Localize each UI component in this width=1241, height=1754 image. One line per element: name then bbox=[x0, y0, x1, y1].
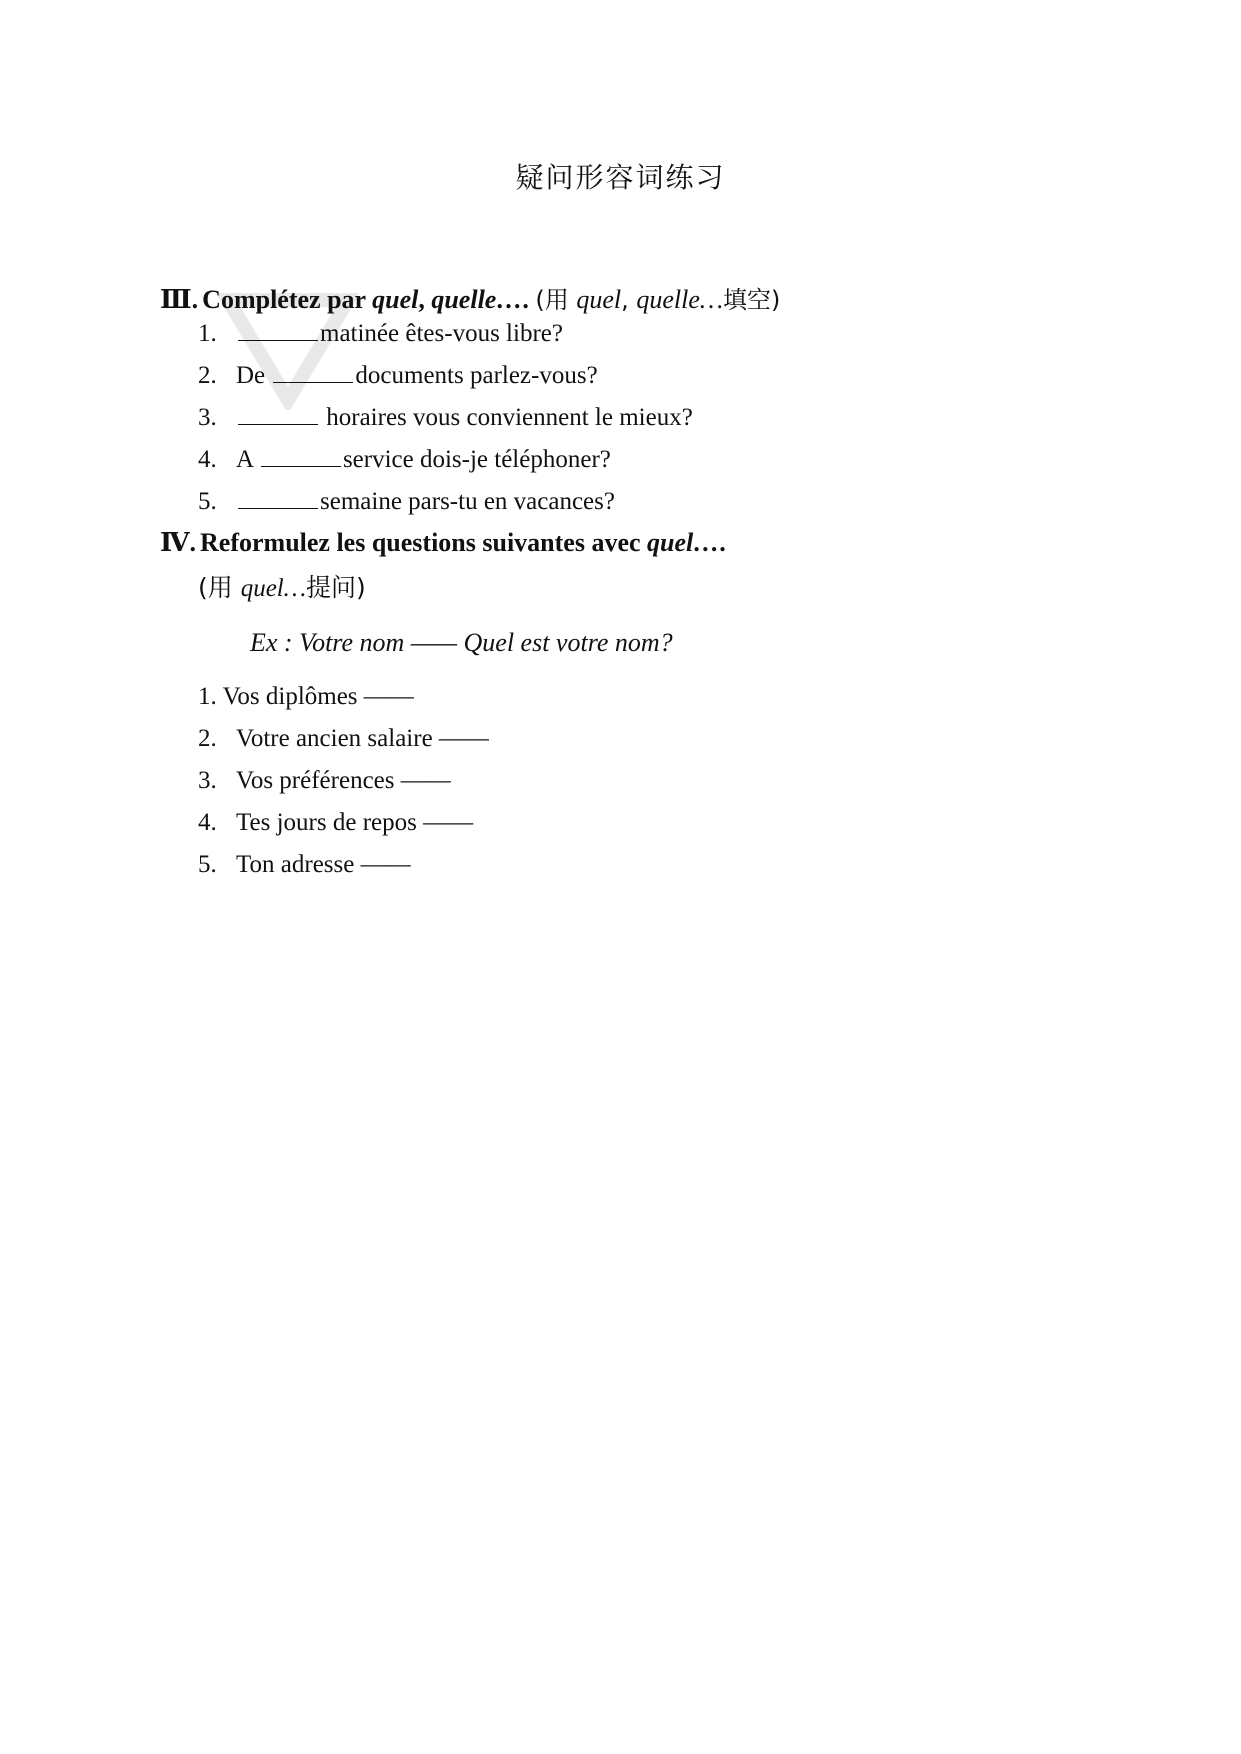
section-3-word-quelle: quelle… bbox=[431, 285, 523, 314]
item-number: 1. bbox=[198, 683, 217, 710]
fill-blank[interactable] bbox=[238, 508, 318, 509]
exercise-3-item-2 bbox=[198, 362, 598, 390]
fill-blank[interactable] bbox=[238, 424, 318, 425]
item-text: Vos préférences —— bbox=[236, 767, 451, 794]
section-3-cn-open: (用 bbox=[535, 286, 577, 314]
section-4-sub-open: (用 bbox=[198, 573, 241, 602]
item-text: documents parlez-vous? bbox=[355, 362, 598, 389]
exercise-4-item-5 bbox=[198, 851, 411, 879]
section-3-instruction: Complétez par bbox=[202, 285, 373, 314]
exercise-3-item-1 bbox=[198, 320, 563, 348]
item-number: 4. bbox=[198, 446, 217, 473]
section-4-sub-quel: quel… bbox=[240, 575, 306, 602]
section-4-subtitle bbox=[198, 568, 366, 604]
exercise-3-item-3 bbox=[198, 404, 693, 432]
item-text: semaine pars-tu en vacances? bbox=[320, 488, 615, 515]
item-number: 3. bbox=[198, 404, 217, 431]
item-number: 3. bbox=[198, 767, 217, 794]
section-3-cn-quel: quel bbox=[576, 285, 622, 314]
fill-blank[interactable] bbox=[273, 382, 353, 383]
section-3-word-quel: quel bbox=[372, 285, 419, 314]
exercise-4-item-3 bbox=[198, 767, 451, 795]
section-3-number: Ⅲ. bbox=[160, 285, 199, 314]
section-3-heading bbox=[160, 280, 780, 315]
section-3-cn-sep: , bbox=[621, 286, 637, 314]
exercise-3-item-4 bbox=[198, 446, 611, 474]
section-3-cn-close: 填空) bbox=[723, 286, 781, 314]
item-number: 4. bbox=[198, 809, 217, 836]
section-4-sub-close: 提问) bbox=[305, 573, 366, 602]
item-text: Vos diplômes —— bbox=[222, 683, 414, 710]
item-prefix: A bbox=[236, 446, 253, 473]
section-4-number: Ⅳ. bbox=[160, 528, 197, 557]
item-prefix: De bbox=[236, 362, 266, 389]
item-number: 1. bbox=[198, 320, 217, 347]
section-4-instruction: Reformulez les questions suivantes avec bbox=[200, 528, 648, 557]
item-text: matinée êtes-vous libre? bbox=[320, 320, 563, 347]
exercise-3-item-5 bbox=[198, 488, 615, 516]
exercise-4-item-1 bbox=[198, 683, 414, 711]
section-3-cn-quelle: quelle… bbox=[636, 285, 724, 314]
item-text: Tes jours de repos —— bbox=[236, 809, 474, 836]
item-text: service dois-je téléphoner? bbox=[342, 446, 611, 473]
item-number: 5. bbox=[198, 851, 217, 878]
section-3-period: . bbox=[522, 285, 536, 314]
item-number: 5. bbox=[198, 488, 217, 515]
fill-blank[interactable] bbox=[238, 340, 318, 341]
exercise-4-item-2 bbox=[198, 725, 489, 753]
section-3-separator: , bbox=[418, 285, 432, 314]
item-text: horaires vous conviennent le mieux? bbox=[320, 404, 693, 431]
exercise-4-item-4 bbox=[198, 809, 473, 837]
item-text: Ton adresse —— bbox=[236, 851, 411, 878]
section-4-word-quel: quel… bbox=[647, 528, 720, 557]
example-line: Ex : Votre nom —— Quel est votre nom? bbox=[250, 628, 673, 657]
item-number: 2. bbox=[198, 362, 217, 389]
fill-blank[interactable] bbox=[261, 466, 341, 467]
item-text: Votre ancien salaire —— bbox=[236, 725, 489, 752]
section-4-heading bbox=[160, 528, 726, 558]
page-title: 疑问形容词练习 bbox=[515, 161, 726, 194]
item-number: 2. bbox=[198, 725, 217, 752]
section-4-period: . bbox=[719, 528, 726, 557]
